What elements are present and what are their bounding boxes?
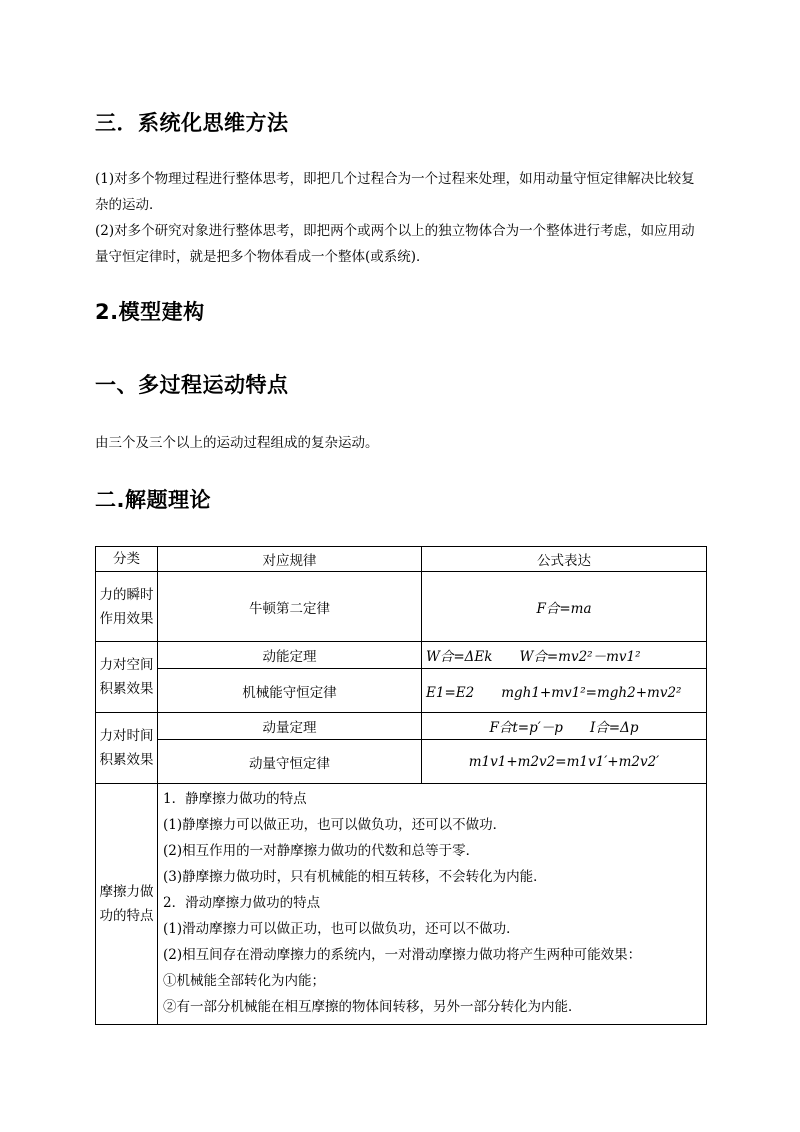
formula-momentum-conservation: m1v1+m2v2=m1v1′+m2v2′ (422, 740, 707, 784)
category-instant-effect: 力的瞬时作用效果 (96, 572, 158, 642)
table-row (96, 669, 707, 713)
friction-line: ②有一部分机械能在相互摩擦的物体间转移，另外一部分转化为内能． (163, 999, 582, 1015)
table-row (96, 740, 707, 784)
friction-line: (1)静摩擦力可以做正功，也可以做负功，还可以不做功． (163, 817, 507, 833)
category-space-accumulation: 力对空间积累效果 (96, 642, 158, 713)
law-mechanical-energy-conservation: 机械能守恒定律 (158, 669, 422, 713)
friction-line: (3)静摩擦力做功时，只有机械能的相互转移，不会转化为内能． (163, 869, 547, 885)
friction-line: (1)滑动摩擦力可以做正功，也可以做负功，还可以不做功． (163, 921, 520, 937)
paragraph-multi-process: 由三个及三个以上的运动过程组成的复杂运动。 (95, 435, 379, 451)
table-row (96, 713, 707, 740)
friction-work-details (158, 784, 707, 1025)
paragraph-object-thinking: (2)对多个研究对象进行整体思考，即把两个或两个以上的独立物体合为一个整体进行考虑，如应用动量守恒定律时，就是把多个物体看成一个整体(或系统)． (95, 223, 695, 265)
friction-line: 1．静摩擦力做功的特点 (163, 791, 307, 807)
formula-momentum-theorem: F合t=p′－p I合=Δp (422, 713, 707, 740)
section-heading-systematic-thinking: 三．系统化思维方法 (95, 111, 289, 135)
header-category: 分类 (96, 547, 158, 572)
law-newton-second: 牛顿第二定律 (158, 572, 422, 642)
paragraph-process-thinking: (1)对多个物理过程进行整体思考，即把几个过程合为一个过程来处理，如用动量守恒定律解决比较复杂的运动． (95, 171, 695, 213)
category-friction-work: 摩擦力做功的特点 (96, 784, 158, 1025)
law-momentum-conservation: 动量守恒定律 (158, 740, 422, 784)
formula-kinetic-energy-theorem: W合=ΔEk W合=mv2²－mv1² (422, 642, 707, 669)
category-time-accumulation: 力对时间积累效果 (96, 713, 158, 784)
formula-mechanical-energy-conservation: E1=E2 mgh1+mv1²=mgh2+mv2² (422, 669, 707, 713)
table-header-row (96, 547, 707, 572)
friction-line: 2．滑动摩擦力做功的特点 (163, 895, 321, 911)
section-heading-theory: 二.解题理论 (95, 488, 211, 512)
formula-newton-second: F合=ma (422, 572, 707, 642)
theory-table (95, 546, 707, 1025)
friction-line: (2)相互间存在滑动摩擦力的系统内，一对滑动摩擦力做功将产生两种可能效果： (163, 947, 642, 963)
header-formula: 公式表达 (422, 547, 707, 572)
table-row (96, 572, 707, 642)
table-row (96, 784, 707, 1025)
friction-line: (2)相互作用的一对静摩擦力做功的代数和总等于零． (163, 843, 480, 859)
section-heading-model-building: 2.模型建构 (95, 300, 205, 324)
friction-line: ①机械能全部转化为内能； (163, 973, 325, 989)
law-kinetic-energy-theorem: 动能定理 (158, 642, 422, 669)
law-momentum-theorem: 动量定理 (158, 713, 422, 740)
table-row (96, 642, 707, 669)
header-law: 对应规律 (158, 547, 422, 572)
section-heading-multi-process: 一、多过程运动特点 (95, 373, 289, 397)
